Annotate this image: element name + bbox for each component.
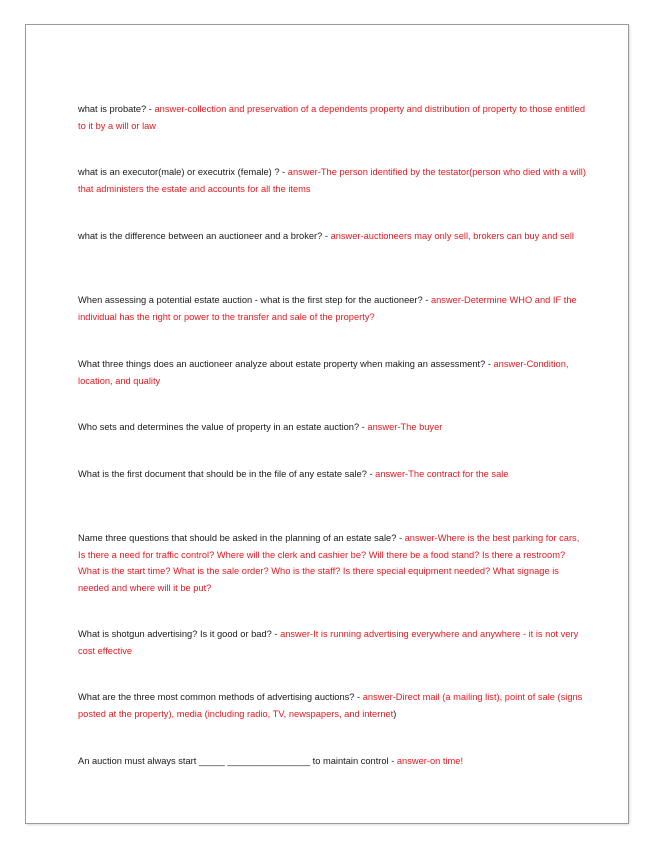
question-text: What is shotgun advertising? Is it good or bad? - [78,629,281,639]
answer-text: answer-The person identified by the testator(person who died with a will) that administers the estate and accounts for all the items [78,167,586,194]
qa-item-shotgun-advertising [78,626,588,659]
question-text: What are the three most common methods of advertising auctions? - [78,692,363,702]
qa-item-planning-questions [78,530,588,596]
document-page [25,24,629,824]
qa-item-auctioneer-vs-broker [78,228,588,245]
answer-text: answer-Where is the best parking for cars, Is there a need for traffic control? Where will the clerk and cashier be? Will there be a food stand? Is there a restroom? What is the start time? What is the sale order? Who is the staff? Is there special equipment needed? What signage is needed and where will it be put? [78,533,580,593]
qa-item-auction-start [78,753,588,770]
answer-text: answer-on time! [396,756,464,766]
question-text: Name three questions that should be asked in the planning of an estate sale? - [78,533,405,543]
question-text: what is the difference between an auctioneer and a broker? - [78,231,331,241]
answer-text: answer-It is running advertising everywhere and anywhere - it is not very cost effective [78,629,579,656]
question-text: When assessing a potential estate auction - what is the first step for the auctioneer? - [78,295,431,305]
answer-text: answer-Condition, location, and quality [78,359,569,386]
qa-item-first-step [78,292,588,325]
answer-text: answer-Determine WHO and IF the individual has the right or power to the transfer and sale of the property? [78,295,577,322]
answer-text: answer-The buyer [367,422,443,432]
qa-item-executor [78,164,588,197]
qa-item-probate [78,101,588,134]
qa-item-value-setter [78,419,588,436]
qa-item-advertising-methods [78,689,588,722]
question-text: What is the first document that should be in the file of any estate sale? - [78,469,376,479]
answer-text: answer-collection and preservation of a dependents property and distribution of property to those entitled to it by a will or law [78,104,585,131]
question-text: What three things does an auctioneer analyze about estate property when making an assessment? - [78,359,494,369]
answer-text: answer-The contract for the sale [375,469,509,479]
question-text: what is probate? - [78,104,155,114]
qa-item-first-document [78,466,588,483]
question-text: what is an executor(male) or executrix (female) ? - [78,167,288,177]
closing-paren: ) [393,708,397,719]
answer-text: answer-Direct mail (a mailing list), point of sale (signs posted at the property), media (including radio, TV, newspapers, and internet [78,692,583,719]
question-text: Who sets and determines the value of property in an estate auction? - [78,422,368,432]
answer-text: answer-auctioneers may only sell, brokers can buy and sell [330,231,574,241]
qa-item-three-things [78,356,588,389]
question-text: An auction must always start _____ ________________ to maintain control - [78,756,397,766]
